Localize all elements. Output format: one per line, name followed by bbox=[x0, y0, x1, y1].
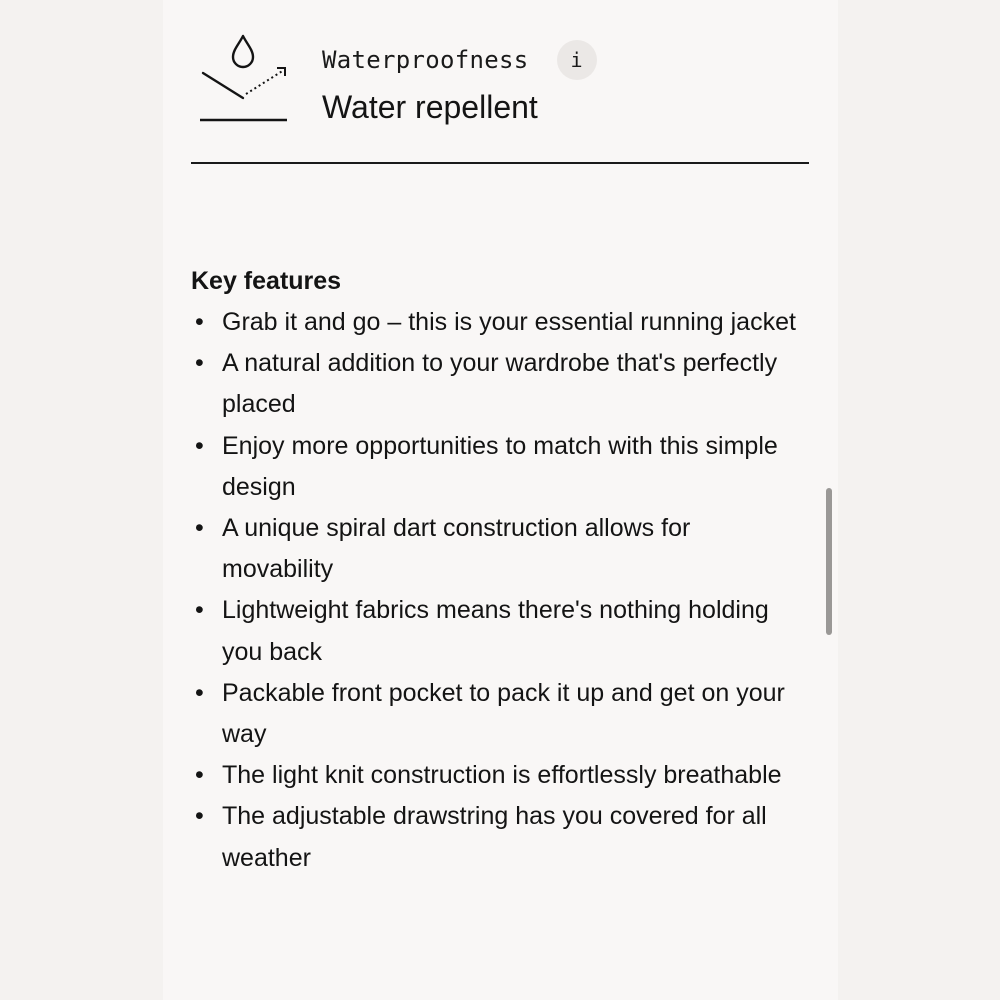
feature-text: A unique spiral dart construction allows for movability bbox=[222, 514, 691, 584]
list-item bbox=[191, 755, 801, 796]
waterproofness-label: Waterproofness bbox=[322, 46, 529, 74]
feature-text: The light knit construction is effortlessly breathable bbox=[222, 761, 782, 790]
feature-text: A natural addition to your wardrobe that's perfectly placed bbox=[222, 349, 778, 419]
bullet-icon: • bbox=[195, 349, 204, 378]
list-item bbox=[191, 302, 801, 343]
bullet-icon: • bbox=[195, 678, 204, 707]
bullet-icon: • bbox=[195, 514, 204, 543]
feature-text: The adjustable drawstring has you covered for all weather bbox=[222, 802, 767, 872]
list-item bbox=[191, 426, 801, 508]
bullet-icon: • bbox=[195, 308, 204, 336]
feature-text: Grab it and go – this is your essential running jacket bbox=[222, 308, 796, 336]
key-features-heading: Key features bbox=[191, 267, 342, 295]
feature-text: Lightweight fabrics means there's nothing holding you back bbox=[222, 596, 769, 666]
bullet-icon: • bbox=[195, 761, 204, 790]
water-repellent-icon bbox=[196, 32, 292, 128]
list-item bbox=[191, 508, 801, 590]
property-label-row bbox=[322, 38, 597, 82]
bullet-icon: • bbox=[195, 431, 204, 460]
list-item bbox=[191, 590, 801, 672]
list-item bbox=[191, 343, 801, 425]
feature-text: Packable front pocket to pack it up and get on your way bbox=[222, 678, 785, 749]
info-button[interactable]: i bbox=[557, 40, 597, 80]
key-features-list bbox=[191, 302, 801, 879]
scrollbar-thumb[interactable] bbox=[826, 488, 832, 635]
bullet-icon: • bbox=[195, 596, 204, 625]
feature-text: Enjoy more opportunities to match with this simple design bbox=[222, 431, 778, 501]
bullet-icon: • bbox=[195, 802, 204, 831]
list-item bbox=[191, 796, 801, 878]
waterproofness-value: Water repellent bbox=[322, 89, 538, 125]
divider bbox=[191, 162, 809, 164]
list-item bbox=[191, 673, 801, 755]
